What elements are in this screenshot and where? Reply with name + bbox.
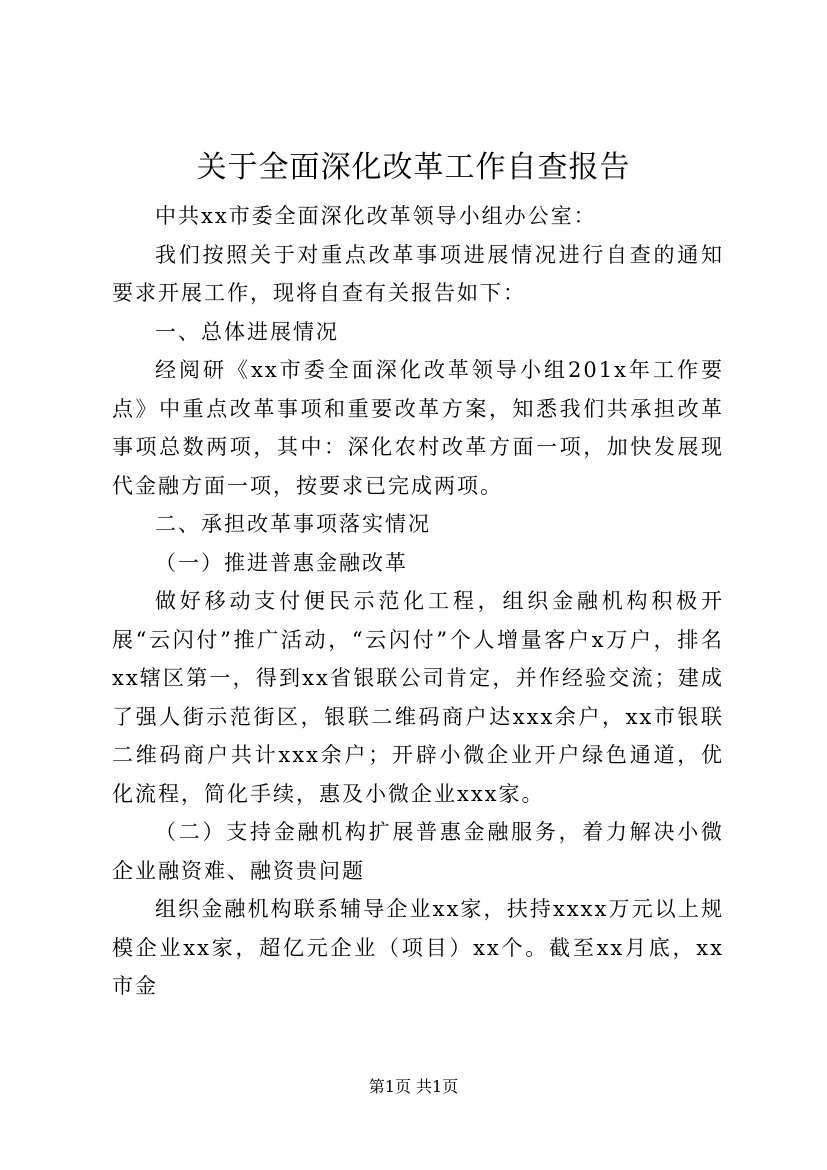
page-footer: 第1页 共1页 [368,1077,459,1096]
section-heading-2: 二、承担改革事项落实情况 [155,512,431,536]
intro-paragraph: 我们按照关于对重点改革事项进展情况进行自查的通知要求开展工作，现将自查有关报告如下： [112,242,724,305]
subsection-heading-1: （一）推进普惠金融改革 [155,550,408,575]
salutation: 中共xx市委全面深化改革领导小组办公室： [155,204,597,228]
section-heading-1: 一、总体进展情况 [155,319,339,344]
document-title: 关于全面深化改革工作自查报告 [196,150,631,185]
subsection-heading-2: （二）支持金融机构扩展普惠金融服务，着力解决小微企业融资难、融资贵问题 [112,820,724,883]
financing-paragraph: 组织金融机构联系辅导企业xx家，扶持xxxx万元以上规模企业xx家，超亿元企业（项目）xx个。截至xx月底，xx市金 [112,897,724,998]
overview-paragraph: 经阅研《xx市委全面深化改革领导小组201x年工作要点》中重点改革事项和重要改革方案，知悉我们共承担改革事项总数两项，其中：深化农村改革方面一项，加快发展现代金融方面一项，按要求已完成两项。 [112,358,724,498]
document-body [112,197,724,1006]
inclusive-finance-paragraph: 做好移动支付便民示范化工程，组织金融机构积极开展“云闪付”推广活动，“云闪付”个人增量客户x万户，排名xx辖区第一，得到xx省银联公司肯定，并作经验交流；建成了强人街示范街区，银联二维码商户达xxx余户，xx市银联二维码商户共计xxx余户；开辟小微企业开户绿色通道，优化流程，简化手续，惠及小微企业xxx家。 [112,589,724,806]
